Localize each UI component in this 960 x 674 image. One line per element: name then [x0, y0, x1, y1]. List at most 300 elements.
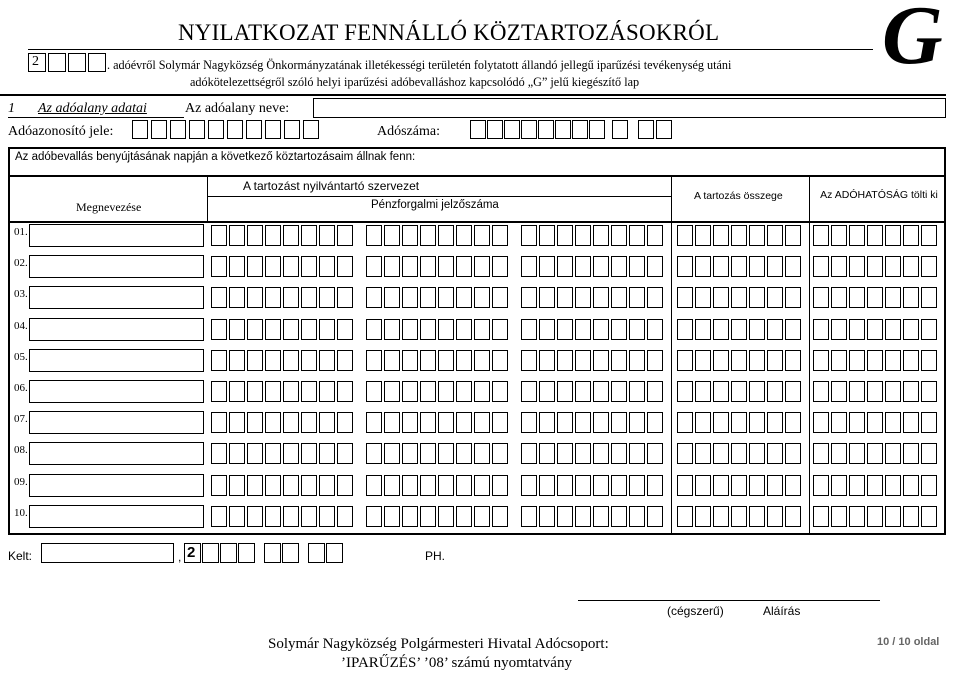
amount-digit[interactable] — [749, 287, 765, 308]
account-digit[interactable] — [575, 350, 591, 371]
account-digit[interactable] — [301, 350, 317, 371]
debt-name-field[interactable] — [29, 474, 204, 497]
account-digit[interactable] — [366, 256, 382, 277]
authority-digit[interactable] — [921, 381, 937, 402]
account-digit[interactable] — [402, 506, 418, 527]
account-digit[interactable] — [474, 443, 490, 464]
amount-digit[interactable] — [785, 412, 801, 433]
account-digit[interactable] — [420, 225, 436, 246]
authority-digit[interactable] — [885, 412, 901, 433]
amount-digit[interactable] — [713, 350, 729, 371]
authority-digit[interactable] — [867, 287, 883, 308]
amount-digit[interactable] — [695, 443, 711, 464]
tax-number-digit[interactable] — [638, 120, 654, 139]
authority-digit[interactable] — [885, 256, 901, 277]
amount-digit[interactable] — [695, 350, 711, 371]
amount-digit[interactable] — [713, 506, 729, 527]
account-digit[interactable] — [557, 350, 573, 371]
account-digit[interactable] — [402, 256, 418, 277]
account-digit[interactable] — [492, 475, 508, 496]
account-digit[interactable] — [593, 319, 609, 340]
account-digit[interactable] — [521, 256, 537, 277]
account-digit[interactable] — [629, 443, 645, 464]
account-digit[interactable] — [247, 350, 263, 371]
account-digit[interactable] — [402, 287, 418, 308]
account-digit[interactable] — [647, 350, 663, 371]
authority-digit[interactable] — [885, 319, 901, 340]
taxpayer-name-field[interactable] — [313, 98, 946, 118]
account-digit[interactable] — [337, 287, 353, 308]
account-digit[interactable] — [539, 350, 555, 371]
amount-digit[interactable] — [767, 475, 783, 496]
tax-id-digit[interactable] — [246, 120, 262, 139]
amount-digit[interactable] — [713, 381, 729, 402]
account-digit[interactable] — [557, 381, 573, 402]
authority-digit[interactable] — [831, 319, 847, 340]
amount-digit[interactable] — [767, 443, 783, 464]
tax-number-digit[interactable] — [612, 120, 628, 139]
account-digit[interactable] — [229, 225, 245, 246]
authority-digit[interactable] — [903, 443, 919, 464]
account-digit[interactable] — [521, 225, 537, 246]
account-digit[interactable] — [366, 225, 382, 246]
account-digit[interactable] — [211, 350, 227, 371]
authority-digit[interactable] — [867, 225, 883, 246]
account-digit[interactable] — [247, 319, 263, 340]
amount-digit[interactable] — [749, 475, 765, 496]
authority-digit[interactable] — [813, 412, 829, 433]
account-digit[interactable] — [301, 319, 317, 340]
amount-digit[interactable] — [677, 225, 693, 246]
amount-digit[interactable] — [749, 319, 765, 340]
account-digit[interactable] — [247, 225, 263, 246]
account-digit[interactable] — [384, 287, 400, 308]
account-digit[interactable] — [593, 506, 609, 527]
account-digit[interactable] — [247, 287, 263, 308]
tax-number-digit[interactable] — [538, 120, 554, 139]
account-digit[interactable] — [629, 256, 645, 277]
account-digit[interactable] — [319, 506, 335, 527]
account-digit[interactable] — [384, 506, 400, 527]
authority-digit[interactable] — [867, 319, 883, 340]
account-digit[interactable] — [283, 319, 299, 340]
account-digit[interactable] — [319, 225, 335, 246]
tax-number-digit[interactable] — [504, 120, 520, 139]
account-digit[interactable] — [319, 350, 335, 371]
authority-digit[interactable] — [867, 443, 883, 464]
account-digit[interactable] — [438, 256, 454, 277]
amount-digit[interactable] — [731, 350, 747, 371]
authority-digit[interactable] — [903, 381, 919, 402]
account-digit[interactable] — [283, 443, 299, 464]
amount-digit[interactable] — [749, 412, 765, 433]
account-digit[interactable] — [384, 475, 400, 496]
account-digit[interactable] — [492, 256, 508, 277]
authority-digit[interactable] — [849, 319, 865, 340]
authority-digit[interactable] — [849, 412, 865, 433]
authority-digit[interactable] — [921, 475, 937, 496]
account-digit[interactable] — [247, 256, 263, 277]
authority-digit[interactable] — [831, 506, 847, 527]
account-digit[interactable] — [438, 443, 454, 464]
account-digit[interactable] — [211, 381, 227, 402]
authority-digit[interactable] — [831, 412, 847, 433]
account-digit[interactable] — [474, 506, 490, 527]
amount-digit[interactable] — [749, 506, 765, 527]
account-digit[interactable] — [301, 506, 317, 527]
account-digit[interactable] — [420, 350, 436, 371]
authority-digit[interactable] — [921, 256, 937, 277]
account-digit[interactable] — [611, 443, 627, 464]
authority-digit[interactable] — [813, 319, 829, 340]
account-digit[interactable] — [438, 506, 454, 527]
authority-digit[interactable] — [903, 350, 919, 371]
amount-digit[interactable] — [677, 412, 693, 433]
debt-name-field[interactable] — [29, 380, 204, 403]
account-digit[interactable] — [319, 319, 335, 340]
authority-digit[interactable] — [885, 350, 901, 371]
account-digit[interactable] — [265, 506, 281, 527]
account-digit[interactable] — [611, 256, 627, 277]
authority-digit[interactable] — [831, 475, 847, 496]
tax-number-digit[interactable] — [555, 120, 571, 139]
account-digit[interactable] — [593, 443, 609, 464]
account-digit[interactable] — [539, 287, 555, 308]
authority-digit[interactable] — [885, 506, 901, 527]
date-digit[interactable] — [238, 543, 255, 563]
account-digit[interactable] — [521, 443, 537, 464]
account-digit[interactable] — [492, 287, 508, 308]
tax-id-digit[interactable] — [303, 120, 319, 139]
account-digit[interactable] — [283, 475, 299, 496]
authority-digit[interactable] — [813, 443, 829, 464]
account-digit[interactable] — [247, 475, 263, 496]
account-digit[interactable] — [611, 287, 627, 308]
amount-digit[interactable] — [767, 506, 783, 527]
account-digit[interactable] — [647, 381, 663, 402]
account-digit[interactable] — [384, 319, 400, 340]
account-digit[interactable] — [420, 287, 436, 308]
authority-digit[interactable] — [867, 350, 883, 371]
account-digit[interactable] — [366, 381, 382, 402]
account-digit[interactable] — [611, 475, 627, 496]
account-digit[interactable] — [420, 319, 436, 340]
account-digit[interactable] — [456, 319, 472, 340]
account-digit[interactable] — [229, 506, 245, 527]
authority-digit[interactable] — [903, 256, 919, 277]
account-digit[interactable] — [521, 412, 537, 433]
account-digit[interactable] — [247, 412, 263, 433]
account-digit[interactable] — [629, 350, 645, 371]
account-digit[interactable] — [593, 287, 609, 308]
account-digit[interactable] — [283, 225, 299, 246]
account-digit[interactable] — [474, 319, 490, 340]
authority-digit[interactable] — [831, 256, 847, 277]
account-digit[interactable] — [611, 225, 627, 246]
account-digit[interactable] — [456, 225, 472, 246]
authority-digit[interactable] — [831, 443, 847, 464]
date-digit[interactable] — [282, 543, 299, 563]
account-digit[interactable] — [211, 256, 227, 277]
account-digit[interactable] — [438, 381, 454, 402]
account-digit[interactable] — [593, 225, 609, 246]
account-digit[interactable] — [647, 225, 663, 246]
amount-digit[interactable] — [731, 256, 747, 277]
amount-digit[interactable] — [713, 412, 729, 433]
amount-digit[interactable] — [749, 443, 765, 464]
account-digit[interactable] — [301, 225, 317, 246]
tax-id-digit[interactable] — [151, 120, 167, 139]
account-digit[interactable] — [629, 287, 645, 308]
amount-digit[interactable] — [695, 412, 711, 433]
amount-digit[interactable] — [785, 381, 801, 402]
amount-digit[interactable] — [713, 319, 729, 340]
amount-digit[interactable] — [695, 225, 711, 246]
account-digit[interactable] — [557, 412, 573, 433]
authority-digit[interactable] — [813, 381, 829, 402]
account-digit[interactable] — [492, 225, 508, 246]
account-digit[interactable] — [229, 256, 245, 277]
authority-digit[interactable] — [813, 506, 829, 527]
account-digit[interactable] — [629, 506, 645, 527]
authority-digit[interactable] — [849, 225, 865, 246]
account-digit[interactable] — [283, 287, 299, 308]
date-digit[interactable] — [264, 543, 281, 563]
account-digit[interactable] — [456, 475, 472, 496]
account-digit[interactable] — [557, 225, 573, 246]
tax-number-digit[interactable] — [589, 120, 605, 139]
account-digit[interactable] — [337, 319, 353, 340]
account-digit[interactable] — [521, 319, 537, 340]
account-digit[interactable] — [283, 256, 299, 277]
account-digit[interactable] — [629, 412, 645, 433]
account-digit[interactable] — [647, 412, 663, 433]
amount-digit[interactable] — [749, 350, 765, 371]
account-digit[interactable] — [337, 443, 353, 464]
authority-digit[interactable] — [849, 443, 865, 464]
account-digit[interactable] — [229, 287, 245, 308]
amount-digit[interactable] — [713, 225, 729, 246]
account-digit[interactable] — [384, 225, 400, 246]
account-digit[interactable] — [557, 443, 573, 464]
authority-digit[interactable] — [885, 443, 901, 464]
authority-digit[interactable] — [921, 443, 937, 464]
account-digit[interactable] — [539, 443, 555, 464]
account-digit[interactable] — [492, 412, 508, 433]
account-digit[interactable] — [265, 443, 281, 464]
year-digit-2[interactable] — [48, 53, 66, 72]
authority-digit[interactable] — [903, 287, 919, 308]
authority-digit[interactable] — [885, 475, 901, 496]
account-digit[interactable] — [611, 381, 627, 402]
account-digit[interactable] — [593, 256, 609, 277]
debt-name-field[interactable] — [29, 255, 204, 278]
account-digit[interactable] — [629, 381, 645, 402]
amount-digit[interactable] — [695, 381, 711, 402]
account-digit[interactable] — [492, 381, 508, 402]
authority-digit[interactable] — [831, 225, 847, 246]
amount-digit[interactable] — [677, 256, 693, 277]
tax-id-digit[interactable] — [189, 120, 205, 139]
authority-digit[interactable] — [849, 381, 865, 402]
account-digit[interactable] — [593, 350, 609, 371]
account-digit[interactable] — [647, 319, 663, 340]
account-digit[interactable] — [539, 225, 555, 246]
account-digit[interactable] — [247, 443, 263, 464]
amount-digit[interactable] — [749, 225, 765, 246]
amount-digit[interactable] — [695, 319, 711, 340]
account-digit[interactable] — [301, 412, 317, 433]
authority-digit[interactable] — [885, 381, 901, 402]
amount-digit[interactable] — [677, 443, 693, 464]
date-digit[interactable] — [220, 543, 237, 563]
account-digit[interactable] — [611, 319, 627, 340]
account-digit[interactable] — [492, 443, 508, 464]
account-digit[interactable] — [211, 412, 227, 433]
amount-digit[interactable] — [731, 381, 747, 402]
tax-number-digit[interactable] — [521, 120, 537, 139]
debt-name-field[interactable] — [29, 349, 204, 372]
account-digit[interactable] — [384, 412, 400, 433]
authority-digit[interactable] — [813, 287, 829, 308]
account-digit[interactable] — [474, 350, 490, 371]
tax-id-digit[interactable] — [265, 120, 281, 139]
amount-digit[interactable] — [785, 350, 801, 371]
date-digit[interactable] — [326, 543, 343, 563]
account-digit[interactable] — [539, 381, 555, 402]
amount-digit[interactable] — [785, 319, 801, 340]
authority-digit[interactable] — [903, 319, 919, 340]
account-digit[interactable] — [438, 225, 454, 246]
authority-digit[interactable] — [849, 350, 865, 371]
authority-digit[interactable] — [867, 475, 883, 496]
account-digit[interactable] — [629, 475, 645, 496]
amount-digit[interactable] — [695, 287, 711, 308]
account-digit[interactable] — [474, 225, 490, 246]
account-digit[interactable] — [229, 475, 245, 496]
amount-digit[interactable] — [677, 506, 693, 527]
account-digit[interactable] — [402, 381, 418, 402]
amount-digit[interactable] — [767, 381, 783, 402]
account-digit[interactable] — [629, 319, 645, 340]
account-digit[interactable] — [211, 287, 227, 308]
account-digit[interactable] — [647, 256, 663, 277]
account-digit[interactable] — [337, 350, 353, 371]
amount-digit[interactable] — [695, 475, 711, 496]
authority-digit[interactable] — [849, 287, 865, 308]
debt-name-field[interactable] — [29, 505, 204, 528]
account-digit[interactable] — [384, 443, 400, 464]
account-digit[interactable] — [456, 412, 472, 433]
account-digit[interactable] — [456, 350, 472, 371]
account-digit[interactable] — [211, 319, 227, 340]
account-digit[interactable] — [557, 475, 573, 496]
account-digit[interactable] — [211, 443, 227, 464]
account-digit[interactable] — [647, 506, 663, 527]
account-digit[interactable] — [420, 506, 436, 527]
tax-number-digit[interactable] — [470, 120, 486, 139]
account-digit[interactable] — [366, 506, 382, 527]
account-digit[interactable] — [593, 412, 609, 433]
authority-digit[interactable] — [921, 412, 937, 433]
amount-digit[interactable] — [767, 287, 783, 308]
account-digit[interactable] — [420, 381, 436, 402]
account-digit[interactable] — [539, 319, 555, 340]
amount-digit[interactable] — [731, 287, 747, 308]
authority-digit[interactable] — [849, 475, 865, 496]
account-digit[interactable] — [575, 256, 591, 277]
amount-digit[interactable] — [767, 256, 783, 277]
account-digit[interactable] — [492, 506, 508, 527]
account-digit[interactable] — [438, 319, 454, 340]
account-digit[interactable] — [265, 381, 281, 402]
amount-digit[interactable] — [731, 475, 747, 496]
account-digit[interactable] — [337, 225, 353, 246]
authority-digit[interactable] — [849, 506, 865, 527]
account-digit[interactable] — [492, 350, 508, 371]
amount-digit[interactable] — [713, 443, 729, 464]
amount-digit[interactable] — [749, 256, 765, 277]
account-digit[interactable] — [265, 319, 281, 340]
account-digit[interactable] — [629, 225, 645, 246]
account-digit[interactable] — [593, 475, 609, 496]
account-digit[interactable] — [211, 225, 227, 246]
amount-digit[interactable] — [677, 319, 693, 340]
account-digit[interactable] — [456, 443, 472, 464]
account-digit[interactable] — [301, 475, 317, 496]
account-digit[interactable] — [539, 506, 555, 527]
authority-digit[interactable] — [831, 287, 847, 308]
amount-digit[interactable] — [677, 381, 693, 402]
authority-digit[interactable] — [867, 256, 883, 277]
amount-digit[interactable] — [677, 350, 693, 371]
account-digit[interactable] — [211, 475, 227, 496]
amount-digit[interactable] — [767, 412, 783, 433]
authority-digit[interactable] — [921, 287, 937, 308]
date-digit[interactable] — [308, 543, 325, 563]
amount-digit[interactable] — [731, 506, 747, 527]
account-digit[interactable] — [211, 506, 227, 527]
authority-digit[interactable] — [921, 506, 937, 527]
account-digit[interactable] — [456, 506, 472, 527]
account-digit[interactable] — [438, 412, 454, 433]
account-digit[interactable] — [265, 287, 281, 308]
debt-name-field[interactable] — [29, 411, 204, 434]
authority-digit[interactable] — [921, 319, 937, 340]
amount-digit[interactable] — [785, 475, 801, 496]
account-digit[interactable] — [265, 256, 281, 277]
account-digit[interactable] — [539, 475, 555, 496]
amount-digit[interactable] — [731, 225, 747, 246]
account-digit[interactable] — [384, 381, 400, 402]
account-digit[interactable] — [575, 381, 591, 402]
account-digit[interactable] — [456, 256, 472, 277]
account-digit[interactable] — [575, 287, 591, 308]
account-digit[interactable] — [229, 381, 245, 402]
tax-id-digit[interactable] — [227, 120, 243, 139]
authority-digit[interactable] — [849, 256, 865, 277]
account-digit[interactable] — [575, 443, 591, 464]
account-digit[interactable] — [557, 319, 573, 340]
amount-digit[interactable] — [767, 225, 783, 246]
authority-digit[interactable] — [921, 225, 937, 246]
account-digit[interactable] — [438, 287, 454, 308]
account-digit[interactable] — [420, 412, 436, 433]
amount-digit[interactable] — [749, 381, 765, 402]
account-digit[interactable] — [557, 256, 573, 277]
date-digit[interactable] — [202, 543, 219, 563]
amount-digit[interactable] — [731, 319, 747, 340]
